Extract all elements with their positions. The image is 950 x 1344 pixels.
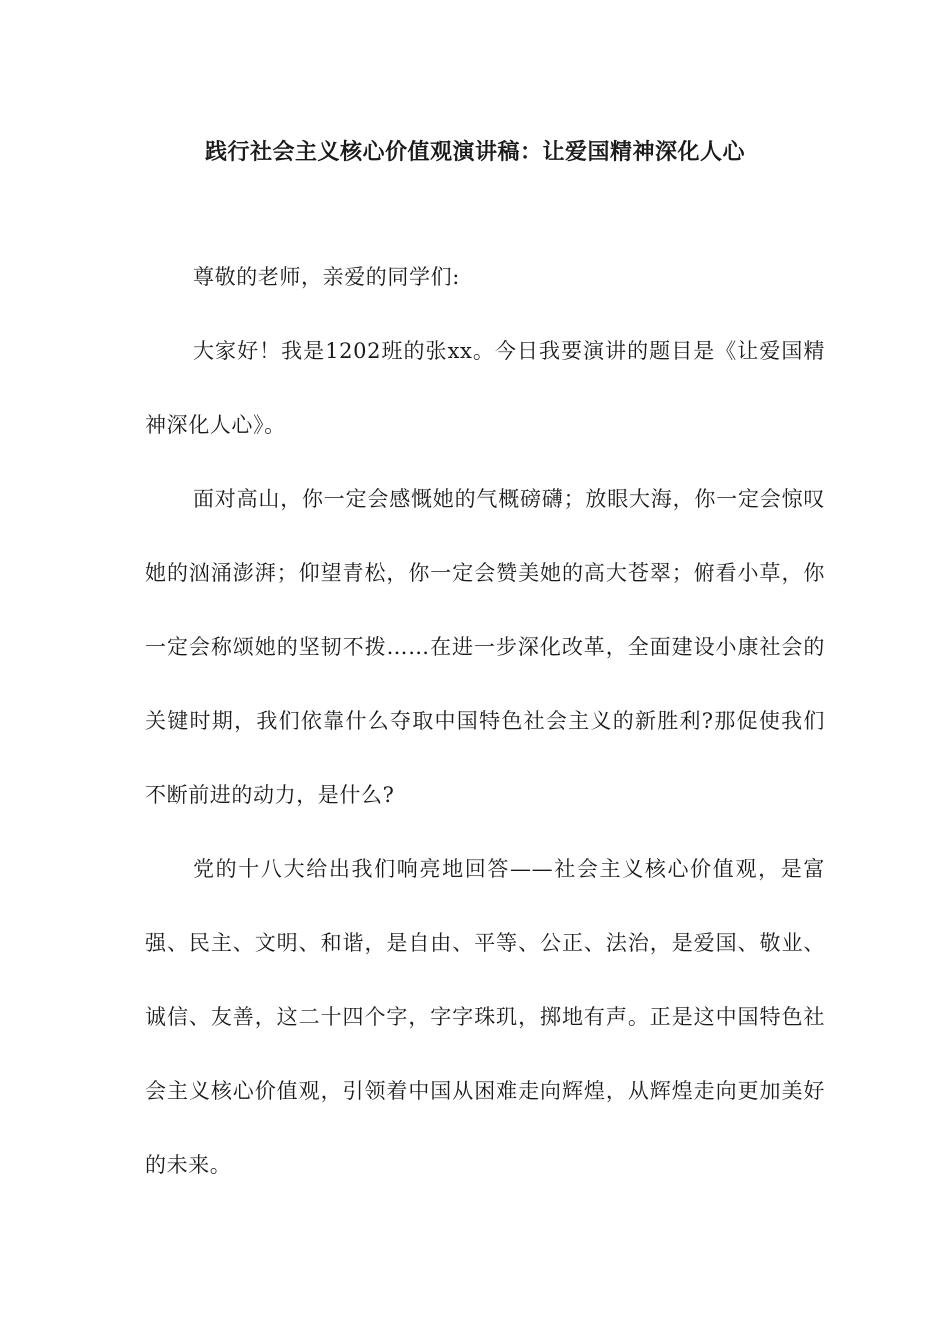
paragraph-core-values: 党的十八大给出我们响亮地回答——社会主义核心价值观，是富强、民主、文明、和谐，是自由、平等、公正、法治，是爱国、敬业、诚信、友善，这二十四个字，字字珠玑，掷地有声。正是这中国特色社会主义核心价值观，引领着中国从困难走向辉煌，从辉煌走向更加美好的未来。 [145,857,825,1177]
document-title: 践行社会主义核心价值观演讲稿：让爱国精神深化人心 [204,140,745,165]
paragraph-metaphors: 面对高山，你一定会感慨她的气概磅礴；放眼大海，你一定会惊叹她的汹涌澎湃；仰望青松，你一定会赞美她的高大苍翠；俯看小草，你一定会称颂她的坚韧不拨……在进一步深化改革，全面建设小康社会的关键时期，我们依靠什么夺取中国特色社会主义的新胜利?那促使我们不断前进的动力，是什么? [145,487,825,807]
paragraph-introduction: 大家好！我是1202班的张xx。今日我要演讲的题目是《让爱国精神深化人心》。 [145,339,825,437]
paragraph-greeting: 尊敬的老师，亲爱的同学们: [193,265,460,289]
document-body [145,240,825,1202]
